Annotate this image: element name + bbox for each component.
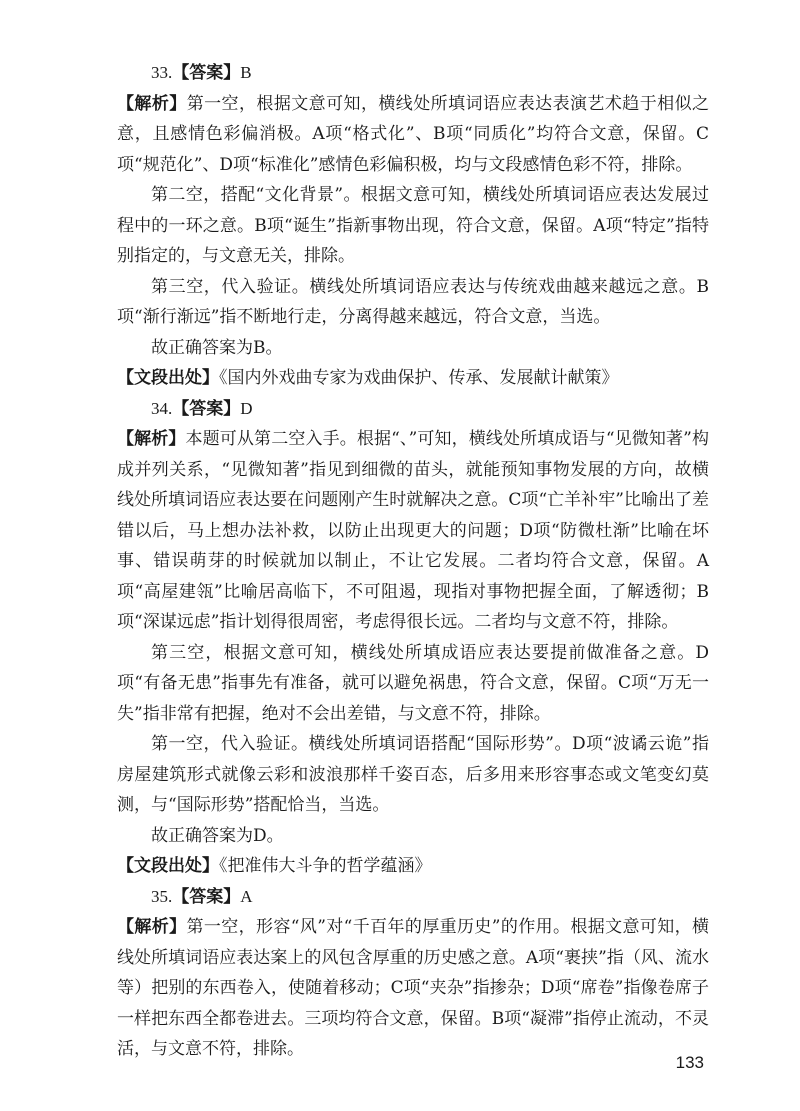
source-34 <box>117 851 709 882</box>
answer-33 <box>117 58 709 89</box>
answer-tag: 【答案】 <box>172 886 241 907</box>
answer-35 <box>117 882 709 913</box>
conclusion: 故正确答案为D。 <box>151 825 284 846</box>
answer-value: B <box>240 63 252 82</box>
analysis-34 <box>117 424 709 638</box>
conclusion: 故正确答案为B。 <box>151 337 283 358</box>
analysis-text: 第一空，形容“风”对“千百年的厚重历史”的作用。根据文意可知，横线处所填词语应表达案上的风包含厚重的历史感之意。A项“裹挟”指（风、流水等）把别的东西卷入，使随着移动；C项“夹杂”指掺杂；D项“席卷”指像卷席子一样把东西全都卷进去。三项均符合文意，保留。B项“凝滞”指停止流动，不灵活，与文意不符，排除。 <box>117 917 709 1059</box>
paragraph: 第二空，搭配“文化背景”。根据文意可知，横线处所填词语应表达发展过程中的一环之意。B项“诞生”指新事物出现，符合文意，保留。A项“特定”指特别指定的，与文意无关，排除。 <box>117 185 709 266</box>
answer-tag: 【答案】 <box>172 398 241 419</box>
question-number: 34. <box>151 398 173 418</box>
analysis-33 <box>117 89 709 181</box>
source-text: 《把准伟大斗争的哲学蕴涵》 <box>219 856 432 876</box>
answer-explanations <box>117 58 709 1065</box>
analysis-35 <box>117 912 709 1065</box>
analysis-tag: 【解析】 <box>117 429 186 449</box>
page-number: 133 <box>675 1053 704 1072</box>
paragraph: 第三空，根据文意可知，横线处所填成语应表达要提前做准备之意。D项“有备无患”指事先有准备，就可以避免祸患，符合文意，保留。C项“万无一失”指非常有把握，绝对不会出差错，与文意不符，排除。 <box>117 642 709 724</box>
answer-tag: 【答案】 <box>172 63 241 83</box>
analysis-text: 第一空，根据文意可知，横线处所填词语应表达表演艺术趋于相似之意，且感情色彩偏消极。A项“格式化”、B项“同质化”均符合文意，保留。C项“规范化”、D项“标准化”感情色彩偏积极，均与文段感情色彩不符，排除。 <box>117 93 710 175</box>
analysis-tag: 【解析】 <box>117 93 187 114</box>
source-tag: 【文段出处】 <box>117 856 219 876</box>
answer-value: D <box>240 398 253 418</box>
source-33 <box>117 363 709 394</box>
source-text: 《国内外戏曲专家为戏曲保护、传承、发展献计献策》 <box>219 368 619 388</box>
paragraph: 第三空，代入验证。横线处所填词语应表达与传统戏曲越来越远之意。B项“渐行渐远”指不断地行走，分离得越来越远，符合文意，当选。 <box>117 276 709 327</box>
paragraph: 第一空，代入验证。横线处所填词语搭配“国际形势”。D项“波谲云诡”指房屋建筑形式就像云彩和波浪那样千姿百态，后多用来形容事态或文笔变幻莫测，与“国际形势”搭配恰当，当选。 <box>117 734 709 815</box>
question-number: 35. <box>151 886 173 906</box>
question-number: 33. <box>151 63 173 82</box>
source-tag: 【文段出处】 <box>117 368 219 388</box>
answer-34 <box>117 394 709 425</box>
analysis-tag: 【解析】 <box>117 917 187 937</box>
analysis-text: 本题可从第二空入手。根据“、”可知，横线处所填成语与“见微知著”构成并列关系，“见微知著”指见到细微的苗头，就能预知事物发展的方向，故横线处所填词语应表达要在问题刚产生时就解决之意。C项“亡羊补牢”比喻出了差错以后，马上想办法补救，以防止出现更大的问题；D项“防微杜渐”比喻在坏事、错误萌芽的时候就加以制止，不让它发展。二者均符合文意，保留。A项“高屋建瓴”比喻居高临下，不可阻遏，现指对事物把握全面，了解透彻；B项“深谋远虑”指计划得很周密，考虑得很长远。二者均与文意不符，排除。 <box>117 429 710 632</box>
answer-value: A <box>240 886 253 906</box>
